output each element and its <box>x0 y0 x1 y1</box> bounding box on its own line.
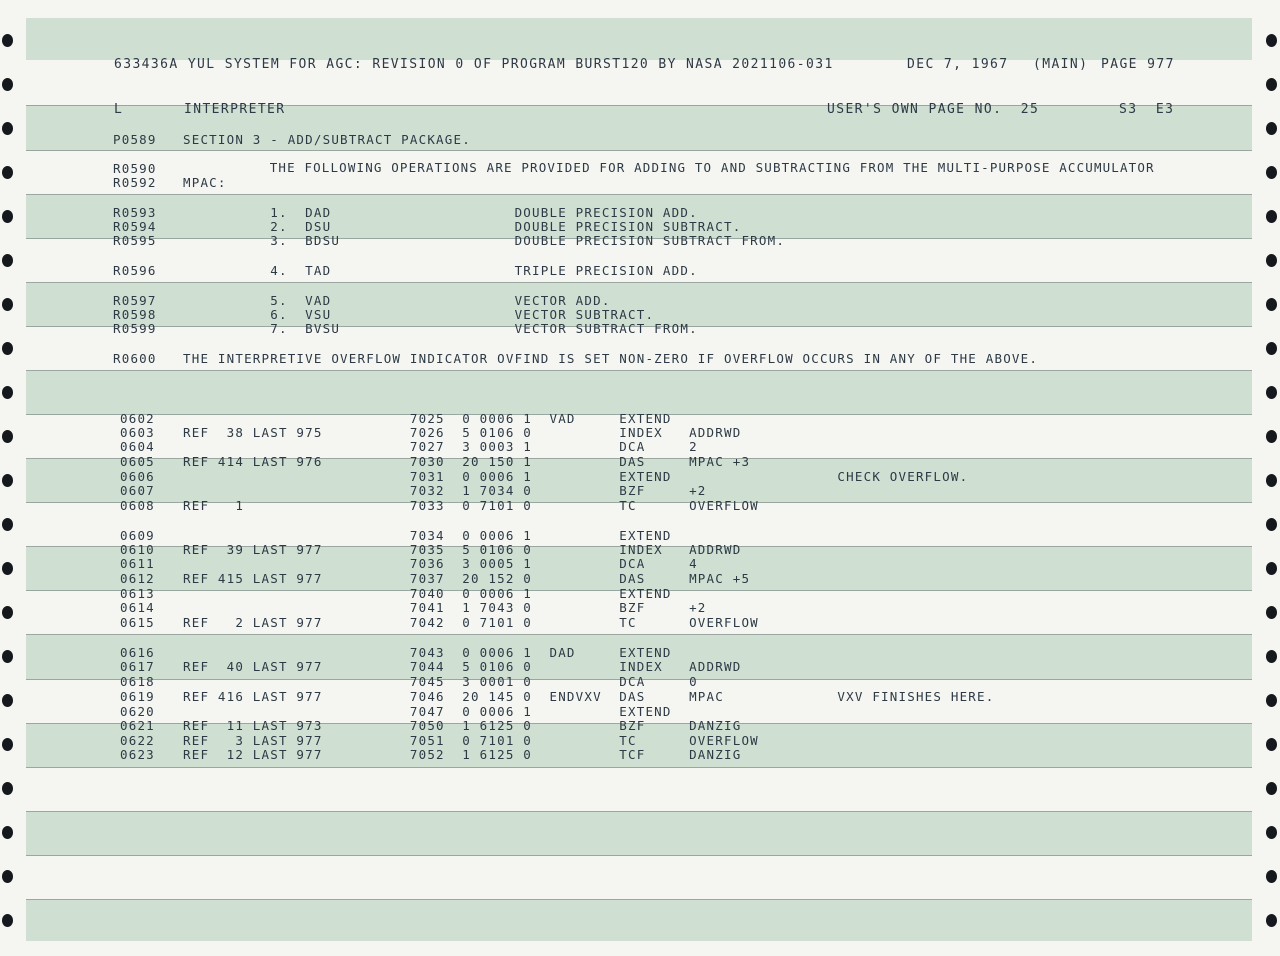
code-line-number: 0606 <box>120 469 155 484</box>
feed-hole-left <box>2 694 13 707</box>
code-line-number: 0617 <box>120 659 155 674</box>
header-date: DEC 7, 1967 <box>907 57 1009 72</box>
feed-hole-right <box>1266 562 1277 575</box>
code-line: REF 40 LAST 977 7044 5 0106 0 INDEX ADDRWD <box>183 659 742 674</box>
feed-hole-left <box>2 34 13 47</box>
feed-hole-right <box>1266 166 1277 179</box>
band-rule <box>26 767 1252 768</box>
code-line-number: 0611 <box>120 556 155 571</box>
greenbar-band <box>26 811 1252 855</box>
feed-hole-right <box>1266 782 1277 795</box>
feed-hole-left <box>2 386 13 399</box>
feed-hole-right <box>1266 34 1277 47</box>
code-line: 7036 3 0005 1 DCA 4 <box>183 556 698 571</box>
code-line-number: 0621 <box>120 718 155 733</box>
band-rule <box>26 150 1252 151</box>
feed-hole-right <box>1266 474 1277 487</box>
feed-hole-right <box>1266 342 1277 355</box>
code-line: REF 416 LAST 977 7046 20 145 0 ENDVXV DAS MPAC VXV FINISHES HERE. <box>183 689 995 704</box>
code-line-number: 0618 <box>120 674 155 689</box>
code-line: 7040 0 0006 1 EXTEND <box>183 586 672 601</box>
band-rule <box>26 282 1252 283</box>
feed-hole-left <box>2 342 13 355</box>
feed-hole-right <box>1266 78 1277 91</box>
code-line-number: 0613 <box>120 586 155 601</box>
code-line-number: 0603 <box>120 425 155 440</box>
code-line: REF 414 LAST 976 7030 20 150 1 DAS MPAC +3 <box>183 454 751 469</box>
feed-hole-left <box>2 210 13 223</box>
feed-hole-left <box>2 122 13 135</box>
feed-hole-left <box>2 166 13 179</box>
code-line-number: 0605 <box>120 454 155 469</box>
remark-text: SECTION 3 - ADD/SUBTRACT PACKAGE. <box>183 132 471 147</box>
feed-hole-left <box>2 254 13 267</box>
greenbar-band <box>26 370 1252 414</box>
band-rule <box>26 370 1252 371</box>
remark-text: THE INTERPRETIVE OVERFLOW INDICATOR OVFIND IS SET NON-ZERO IF OVERFLOW OCCURS IN ANY OF THE ABOVE. <box>183 351 1039 366</box>
code-line-number: 0615 <box>120 615 155 630</box>
feed-hole-right <box>1266 738 1277 751</box>
feed-hole-left <box>2 826 13 839</box>
code-line: REF 39 LAST 977 7035 5 0106 0 INDEX ADDRWD <box>183 542 742 557</box>
feed-hole-right <box>1266 870 1277 883</box>
header-section: (MAIN) <box>1033 57 1089 72</box>
subheader-title: INTERPRETER <box>184 102 286 117</box>
feed-hole-left <box>2 738 13 751</box>
code-line-number: 0619 <box>120 689 155 704</box>
code-line: 7041 1 7043 0 BZF +2 <box>183 600 707 615</box>
code-line-number: 0610 <box>120 542 155 557</box>
remark-id: R0596 <box>113 263 157 278</box>
remark-text: 5. VAD VECTOR ADD. <box>183 293 611 308</box>
code-line-number: 0607 <box>120 483 155 498</box>
code-line-number: 0604 <box>120 439 155 454</box>
remark-id: R0599 <box>113 321 157 336</box>
code-line-number: 0602 <box>120 411 155 426</box>
code-line-number: 0612 <box>120 571 155 586</box>
remark-id: R0592 <box>113 175 157 190</box>
remark-id: R0598 <box>113 307 157 322</box>
band-rule <box>26 899 1252 900</box>
feed-hole-left <box>2 782 13 795</box>
remark-id: R0593 <box>113 205 157 220</box>
feed-hole-right <box>1266 606 1277 619</box>
feed-hole-right <box>1266 298 1277 311</box>
greenbar-band <box>26 899 1252 941</box>
greenbar-band <box>26 18 1252 60</box>
feed-hole-left <box>2 870 13 883</box>
remark-text: 4. TAD TRIPLE PRECISION ADD. <box>183 263 698 278</box>
feed-hole-left <box>2 430 13 443</box>
remark-id: P0589 <box>113 132 157 147</box>
code-line: 7025 0 0006 1 VAD EXTEND <box>183 411 672 426</box>
remark-id: R0597 <box>113 293 157 308</box>
feed-hole-left <box>2 562 13 575</box>
feed-hole-right <box>1266 518 1277 531</box>
code-line: 7032 1 7034 0 BZF +2 <box>183 483 707 498</box>
code-line-number: 0609 <box>120 528 155 543</box>
code-line: 7045 3 0001 0 DCA 0 <box>183 674 698 689</box>
code-line: REF 3 LAST 977 7051 0 7101 0 TC OVERFLOW <box>183 733 759 748</box>
code-line-number: 0620 <box>120 704 155 719</box>
band-rule <box>26 194 1252 195</box>
remark-id: R0594 <box>113 219 157 234</box>
band-rule <box>26 855 1252 856</box>
feed-hole-right <box>1266 122 1277 135</box>
band-rule <box>26 634 1252 635</box>
remark-id: R0600 <box>113 351 157 366</box>
header-page-number: PAGE 977 <box>1101 57 1175 72</box>
code-line-number: 0623 <box>120 747 155 762</box>
code-line: REF 415 LAST 977 7037 20 152 0 DAS MPAC +5 <box>183 571 751 586</box>
remark-id: R0590 <box>113 161 157 176</box>
code-line: REF 1 7033 0 7101 0 TC OVERFLOW <box>183 498 759 513</box>
header-program-line: 633436A YUL SYSTEM FOR AGC: REVISION 0 OF PROGRAM BURST120 BY NASA 2021106-031 <box>114 57 834 72</box>
feed-hole-right <box>1266 826 1277 839</box>
remark-text: 3. BDSU DOUBLE PRECISION SUBTRACT FROM. <box>183 233 786 248</box>
remark-text: MPAC: <box>183 175 227 190</box>
feed-hole-right <box>1266 650 1277 663</box>
remark-text: 6. VSU VECTOR SUBTRACT. <box>183 307 655 322</box>
code-line: REF 2 LAST 977 7042 0 7101 0 TC OVERFLOW <box>183 615 759 630</box>
feed-hole-right <box>1266 210 1277 223</box>
feed-hole-right <box>1266 430 1277 443</box>
code-line: REF 12 LAST 977 7052 1 6125 0 TCF DANZIG <box>183 747 742 762</box>
feed-hole-right <box>1266 254 1277 267</box>
remark-text: 7. BVSU VECTOR SUBTRACT FROM. <box>183 321 698 336</box>
feed-hole-left <box>2 606 13 619</box>
feed-hole-left <box>2 914 13 927</box>
subheader-user-page: USER'S OWN PAGE NO. 25 <box>827 102 1040 117</box>
code-line: 7031 0 0006 1 EXTEND CHECK OVERFLOW. <box>183 469 969 484</box>
band-rule <box>26 811 1252 812</box>
code-line: 7047 0 0006 1 EXTEND <box>183 704 672 719</box>
subheader-code: S3 E3 <box>1119 102 1175 117</box>
remark-text: 1. DAD DOUBLE PRECISION ADD. <box>183 205 698 220</box>
code-line-number: 0616 <box>120 645 155 660</box>
remark-id: R0595 <box>113 233 157 248</box>
code-line: REF 38 LAST 975 7026 5 0106 0 INDEX ADDRWD <box>183 425 742 440</box>
remark-text: THE FOLLOWING OPERATIONS ARE PROVIDED FOR ADDING TO AND SUBTRACTING FROM THE MULTI-PURPOSE ACCUMULATOR <box>183 160 1155 175</box>
code-line-number: 0614 <box>120 600 155 615</box>
feed-hole-right <box>1266 386 1277 399</box>
feed-hole-left <box>2 78 13 91</box>
feed-hole-left <box>2 650 13 663</box>
feed-hole-left <box>2 518 13 531</box>
code-line-number: 0622 <box>120 733 155 748</box>
code-line: REF 11 LAST 973 7050 1 6125 0 BZF DANZIG <box>183 718 742 733</box>
code-line: 7034 0 0006 1 EXTEND <box>183 528 672 543</box>
feed-hole-left <box>2 474 13 487</box>
feed-hole-right <box>1266 694 1277 707</box>
subheader-type: L <box>114 102 124 117</box>
remark-text: 2. DSU DOUBLE PRECISION SUBTRACT. <box>183 219 742 234</box>
feed-hole-left <box>2 298 13 311</box>
code-line-number: 0608 <box>120 498 155 513</box>
code-line: 7043 0 0006 1 DAD EXTEND <box>183 645 672 660</box>
code-line: 7027 3 0003 1 DCA 2 <box>183 439 698 454</box>
feed-hole-right <box>1266 914 1277 927</box>
